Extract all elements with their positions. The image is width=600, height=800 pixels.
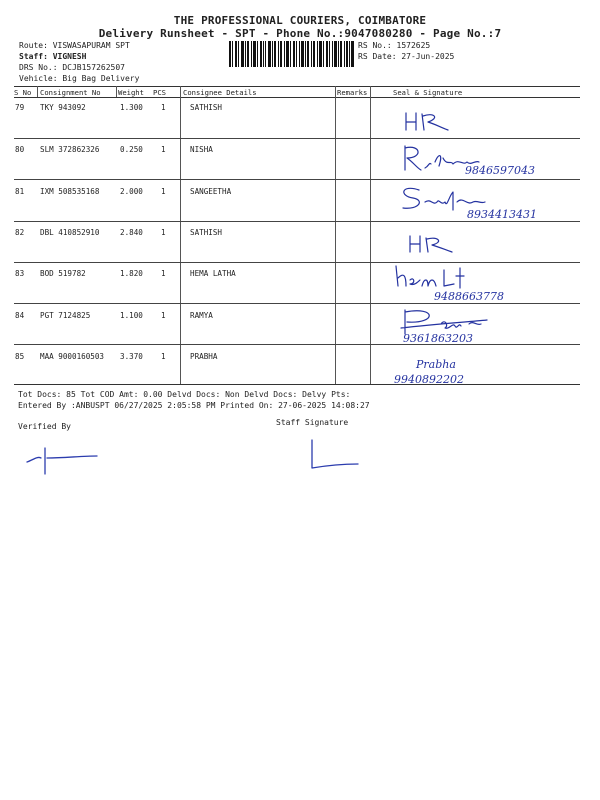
col-header-pcs: PCS	[153, 88, 166, 97]
row-consignee: PRABHA	[190, 352, 218, 361]
row-pcs: 1	[161, 269, 166, 278]
col-header-signature: Seal & Signature	[393, 88, 463, 97]
col-header-consignee: Consignee Details	[183, 88, 257, 97]
row-weight: 2.840	[120, 228, 143, 237]
svg-text:9940892202: 9940892202	[394, 373, 464, 386]
svg-text:9488663778: 9488663778	[434, 290, 504, 303]
row-consignee: NISHA	[190, 145, 213, 154]
staff-signature-label: Staff Signature	[276, 418, 349, 427]
route-text: Route: VISWASAPURAM SPT	[19, 41, 130, 50]
staff-text: Staff: VIGNESH	[19, 52, 87, 61]
row-consignee: SANGEETHA	[190, 187, 232, 196]
row-consignment: IXM 508535168	[40, 187, 100, 196]
verified-by-label: Verified By	[18, 422, 71, 431]
signature-row-85	[392, 355, 552, 387]
entered-by-line: Entered By :ANBUSPT 06/27/2025 2:05:58 PM Printed On: 27-06-2025 14:08:27	[18, 401, 370, 410]
row-sno: 85	[15, 352, 25, 361]
row-sno: 79	[15, 103, 25, 112]
row-pcs: 1	[161, 228, 166, 237]
rs-date-text: RS Date: 27-Jun-2025	[358, 52, 455, 61]
svg-text:8934413431: 8934413431	[467, 208, 537, 221]
svg-text:9361863203: 9361863203	[403, 332, 473, 345]
row-sno: 84	[15, 311, 25, 320]
table-header-rule	[14, 97, 580, 98]
barcode-image	[229, 41, 354, 67]
signature-row-82	[404, 230, 464, 260]
row-sno: 83	[15, 269, 25, 278]
signature-row-83	[390, 262, 560, 304]
col-divider	[180, 86, 181, 384]
row-consignment: BOD 519782	[40, 269, 86, 278]
row-consignment: MAA 9000160503	[40, 352, 105, 361]
col-header-sno: S No	[14, 88, 32, 97]
table-top-rule	[14, 86, 580, 87]
signature-row-80	[395, 140, 555, 178]
row-consignment: SLM 372862326	[40, 145, 100, 154]
row-consignee: SATHISH	[190, 228, 223, 237]
row-consignment: PGT 7124825	[40, 311, 91, 320]
row-consignee: SATHISH	[190, 103, 223, 112]
row-consignee: RAMYA	[190, 311, 213, 320]
row-pcs: 1	[161, 103, 166, 112]
row-pcs: 1	[161, 145, 166, 154]
signature-row-79	[400, 108, 460, 138]
row-pcs: 1	[161, 187, 166, 196]
svg-text:Prabha: Prabha	[416, 358, 456, 371]
runsheet-company-title: THE PROFESSIONAL COURIERS, COIMBATORE	[173, 14, 427, 27]
runsheet-subtitle: Delivery Runsheet - SPT - Phone No.:9047080280 - Page No.:7	[98, 27, 502, 40]
col-divider	[370, 86, 371, 384]
row-pcs: 1	[161, 311, 166, 320]
row-consignee: HEMA LATHA	[190, 269, 236, 278]
row-weight: 0.250	[120, 145, 143, 154]
signature-row-84	[397, 304, 557, 346]
row-weight: 1.300	[120, 103, 143, 112]
row-weight: 1.100	[120, 311, 143, 320]
row-consignment: TKY 943092	[40, 103, 86, 112]
drs-text: DRS No.: DCJB157262507	[19, 63, 125, 72]
row-weight: 3.370	[120, 352, 143, 361]
rs-number-text: RS No.: 1572625	[358, 41, 431, 50]
verified-by-signature	[25, 440, 105, 476]
col-header-weight: Weight	[118, 88, 144, 97]
staff-signature-mark	[300, 438, 370, 474]
signature-row-81	[395, 180, 555, 222]
svg-text:9846597043: 9846597043	[465, 164, 535, 177]
row-weight: 2.000	[120, 187, 143, 196]
col-header-remarks: Remarks	[337, 88, 368, 97]
col-divider	[37, 86, 38, 97]
col-divider	[116, 86, 117, 97]
row-rule	[14, 138, 580, 139]
row-sno: 80	[15, 145, 25, 154]
row-weight: 1.820	[120, 269, 143, 278]
col-header-consignment: Consignment No	[40, 88, 101, 97]
row-consignment: DBL 410852910	[40, 228, 100, 237]
row-sno: 81	[15, 187, 25, 196]
row-sno: 82	[15, 228, 25, 237]
row-pcs: 1	[161, 352, 166, 361]
totals-line: Tot Docs: 85 Tot COD Amt: 0.00 Delvd Docs: Non Delvd Docs: Delvy Pts:	[18, 390, 351, 399]
col-divider	[335, 86, 336, 384]
vehicle-text: Vehicle: Big Bag Delivery	[19, 74, 140, 83]
